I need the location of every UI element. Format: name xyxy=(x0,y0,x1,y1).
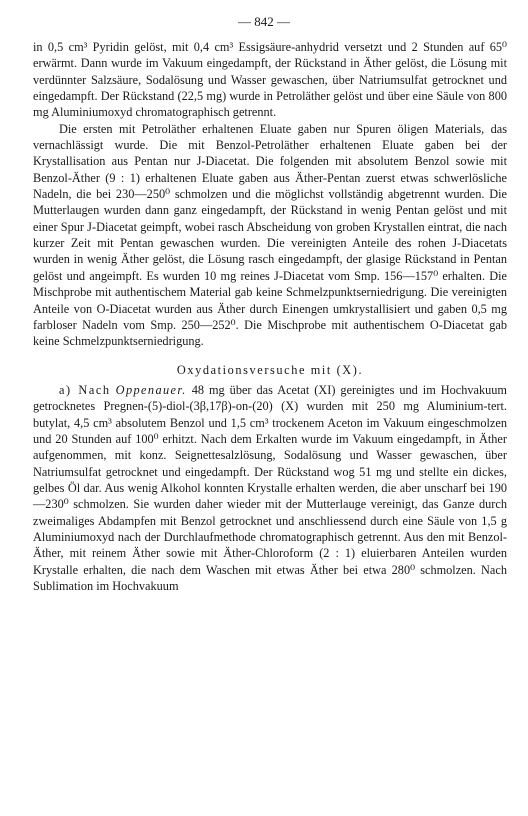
paragraph-eluate-results: Die ersten mit Petroläther erhaltenen Eluate gaben nur Spuren öligen Materials, das vernachlässigt wurde. Die mit Benzol-Petroläther erhaltenen Eluate gaben bei der Krystallisation aus Pentan nur J-Diacetat. Die folgenden mit absolutem Benzol sowie mit Benzol-Äther (9 : 1) erhaltenen Eluate gaben aus Äther-Pentan zuerst etwas schwerlösliche Nadeln, die bei 230—250⁰ schmolzen und die möglichst vollständig abgetrennt wurden. Die Mutterlaugen wurden dann ganz eingedampft, der Rückstand in wenig Pentan gelöst und mit einer Spur J-Diacetat geimpft, wobei rasch Abscheidung von groben Krystallen eintrat, die nach kurzer Zeit mit Pentan gewaschen wurden. Die vereinigten Anteile des rohen J-Diacetats wurden in wenig Äther gelöst, die Lösung rasch eingedampft, der glasige Rückstand in Pentan gelöst und angeimpft. Es wurden 10 mg reines J-Diacetat vom Smp. 156—157⁰ erhalten. Die Mischprobe mit authentischem Material gab keine Schmelzpunktserniedrigung. Die vereinigten Anteile von O-Diacetat wurden aus Äther durch Einengen umkrystallisiert und gaben 0,5 mg farbloser Nadeln vom Smp. 250—252⁰. Die Mischprobe mit authentischem O-Diacetat gab keine Schmelzpunktserniedrigung. xyxy=(33,121,507,349)
paragraph-oppenauer xyxy=(33,382,507,594)
page-number: — 842 — xyxy=(238,14,290,29)
step-label: a) Nach xyxy=(59,382,111,397)
body-text xyxy=(33,39,507,594)
paragraph-oppenauer-body: 48 mg über das Acetat (XI) gereinigtes und im Hochvakuum getrocknetes Pregnen-(5)-diol-(3β,17β)-on-(20) (X) wurden mit 250 mg Aluminium-tert. butylat, 4,5 cm³ absolutem Benzol und 1,5 cm³ trockenem Aceton im Vakuum eingeschmolzen und 20 Stunden auf 100⁰ erhitzt. Nach dem Erkalten wurde im Vakuum eingedampft, in Äther aufgenommen, mit konz. Seignettesalzlösung, Sodalösung und Wasser gewaschen, über Natriumsulfat getrocknet und eingedampft. Der Rückstand wog 51 mg und stellte ein dickes, gelbes Öl dar. Aus wenig Alkohol konnten Krystalle erhalten werden, die aber unscharf bei 190—230⁰ schmolzen. Sie wurden daher wieder mit der Mutterlauge vereinigt, das Ganze durch zweimaliges Abdampfen mit Benzol getrocknet und anschliessend durch eine Säule von 1,5 g Aluminiumoxyd nach der Durchlaufmethode chromatographisch getrennt. Aus den mit Benzol-Äther, mit reinem Äther sowie mit Äther-Chloroform (2 : 1) eluierbaren Anteilen wurden Krystalle erhalten, die nach dem Waschen mit etwas Äther bei etwa 280⁰ schmolzen. Nach Sublimation im Hochvakuum xyxy=(33,382,507,593)
section-heading-text: Oxydationsversuche mit (X). xyxy=(176,362,364,377)
section-heading xyxy=(33,362,507,378)
paragraph-continuation: in 0,5 cm³ Pyridin gelöst, mit 0,4 cm³ Essigsäure-anhydrid versetzt und 2 Stunden auf 65⁰ erwärmt. Dann wurde im Vakuum eingedampft, der Rückstand in Äther gelöst, die Lösung mit verdünnter Salzsäure, Sodalösung und Wasser gewaschen, über Natriumsulfat getrocknet und eingedampft. Der Rückstand (22,5 mg) wurde in Petroläther gelöst und über eine Säule von 800 mg Aluminiumoxyd chromatographisch getrennt. xyxy=(33,40,507,120)
author-name: Oppenauer. xyxy=(115,382,187,397)
